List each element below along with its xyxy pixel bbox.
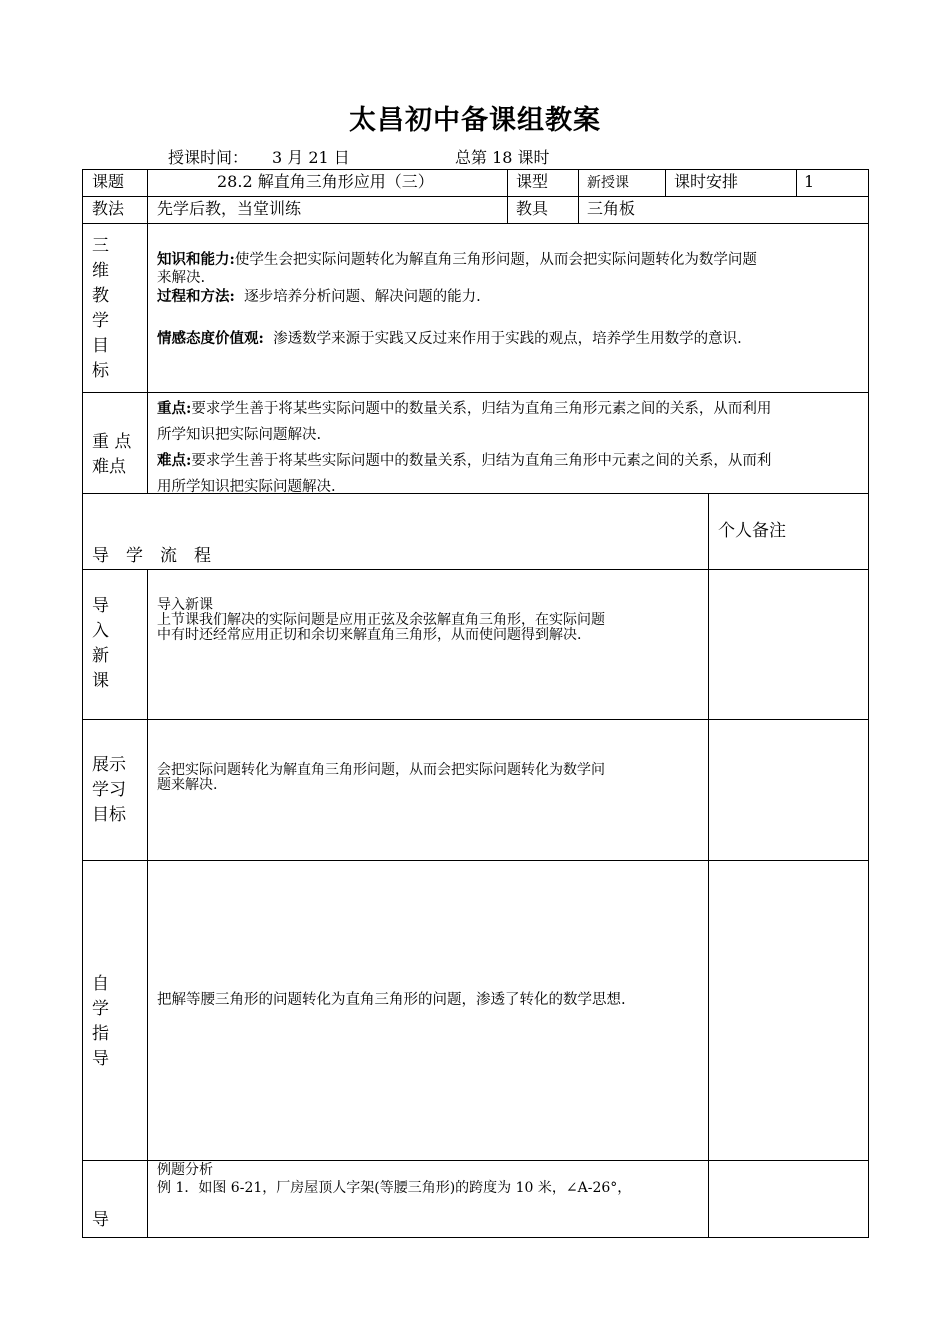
tools-label: 教具 — [516, 199, 549, 218]
table-border — [796, 169, 797, 196]
goals-label-char: 教 — [92, 286, 109, 306]
section-label-char: 导 — [92, 596, 109, 616]
goals-label-char: 目 — [92, 336, 109, 356]
personal-notes-label: 个人备注 — [718, 521, 786, 541]
section-label-goals — [92, 753, 148, 828]
knowledge-text: 使学生会把实际问题转化为解直角三角形问题，从而会把实际问题转化为数学问题 — [234, 252, 757, 268]
topic-value: 28.2 解直角三角形应用（三） — [217, 172, 434, 191]
section-label-char: 学 — [92, 999, 109, 1019]
goals-knowledge — [157, 249, 863, 285]
keypoints-label-line: 难点 — [92, 457, 126, 477]
section-label-intro — [92, 594, 116, 694]
table-border — [82, 169, 869, 170]
key-text: 要求学生善于将某些实际问题中的数量关系，归结为直角三角形元素之间的关系，从而利用 — [191, 401, 772, 417]
section-label-line: 目标 — [92, 805, 126, 825]
keypoints-label-line: 重 点 — [92, 432, 132, 452]
section-label-char: 指 — [92, 1024, 109, 1044]
keypoints-label — [92, 430, 148, 480]
goals-emotion — [157, 328, 742, 350]
difficulty-text: 用所学知识把实际问题解决. — [157, 479, 336, 495]
goals-label-char: 学 — [92, 311, 109, 331]
section-label-char: 导 — [92, 1210, 109, 1230]
table-border — [665, 169, 666, 196]
keypoints-content — [157, 396, 863, 500]
section-label-char: 导 — [92, 1049, 109, 1069]
topic-label: 课题 — [92, 172, 125, 191]
section-label-selfstudy — [92, 972, 116, 1072]
table-border — [82, 169, 83, 1237]
method-label: 教法 — [92, 199, 125, 218]
period-count: 总第 18 课时 — [455, 148, 550, 167]
section-label-line: 学习 — [92, 780, 126, 800]
section-label-char: 新 — [92, 646, 109, 666]
section-line: 会把实际问题转化为解直角三角形问题，从而会把实际问题转化为数学问 — [157, 762, 605, 778]
knowledge-title: 知识和能力: — [157, 251, 235, 268]
type-value: 新授课 — [587, 175, 629, 191]
date-label: 授课时间： — [168, 148, 249, 167]
hours-value: 1 — [804, 172, 815, 191]
tools-value: 三角板 — [587, 199, 636, 218]
section-content-intro — [157, 598, 605, 643]
section-line: 例 1．如图 6-21，厂房屋顶人字架(等腰三角形)的跨度为 10 米，∠A-26°， — [157, 1180, 632, 1196]
table-border — [82, 569, 869, 570]
type-label: 课型 — [516, 172, 549, 191]
section-label-char: 入 — [92, 621, 109, 641]
difficulty-title: 难点: — [157, 452, 192, 469]
section-content-selfstudy — [157, 990, 626, 1011]
hours-label: 课时安排 — [674, 172, 739, 191]
key-title: 重点: — [157, 400, 192, 417]
table-border — [82, 719, 869, 720]
process-text: 逐步培养分析问题、解决问题的能力. — [244, 289, 481, 305]
process-flow-label: 导 学 流 程 — [92, 546, 211, 566]
section-content-goals — [157, 763, 605, 793]
section-line: 中有时还经常应用正切和余切来解直角三角形，从而使问题得到解决. — [157, 627, 582, 643]
goals-label-char: 维 — [92, 261, 109, 281]
section-label-char: 课 — [92, 671, 109, 691]
process-title: 过程和方法: — [157, 288, 235, 305]
table-border — [82, 392, 869, 393]
table-border — [82, 223, 869, 224]
table-border — [578, 169, 579, 223]
table-border — [82, 1237, 869, 1238]
date-value: 3 月 21 日 — [272, 148, 350, 167]
knowledge-text: 来解决. — [157, 270, 206, 286]
table-border — [507, 169, 508, 223]
section-line: 把解等腰三角形的问题转化为直角三角形的问题，渗透了转化的数学思想. — [157, 992, 626, 1008]
table-border — [708, 493, 709, 1237]
goals-label-char: 标 — [92, 361, 109, 381]
difficulty-text: 要求学生善于将某些实际问题中的数量关系，归结为直角三角形中元素之间的关系，从而利 — [191, 453, 772, 469]
method-value: 先学后教，当堂训练 — [157, 199, 302, 218]
section-label-guide — [92, 1208, 116, 1233]
goals-process — [157, 286, 481, 308]
table-border — [147, 569, 148, 1237]
document-title: 太昌初中备课组教案 — [349, 105, 601, 136]
section-line: 上节课我们解决的实际问题是应用正弦及余弦解直角三角形，在实际问题 — [157, 612, 605, 628]
goals-label-char: 三 — [92, 236, 109, 256]
section-content-example — [157, 1161, 631, 1197]
table-border — [82, 196, 869, 197]
emotion-text: 渗透数学来源于实践又反过来作用于实践的观点，培养学生用数学的意识. — [273, 331, 742, 347]
table-border — [868, 169, 869, 1237]
section-label-char: 自 — [92, 974, 109, 994]
goals-label — [92, 234, 116, 384]
section-line: 题来解决. — [157, 777, 218, 793]
section-label-line: 展示 — [92, 755, 126, 775]
table-border — [82, 860, 869, 861]
key-text: 所学知识把实际问题解决. — [157, 427, 322, 443]
section-line: 导入新课 — [157, 597, 213, 613]
section-line: 例题分析 — [157, 1162, 213, 1178]
emotion-title: 情感态度价值观: — [157, 330, 264, 347]
